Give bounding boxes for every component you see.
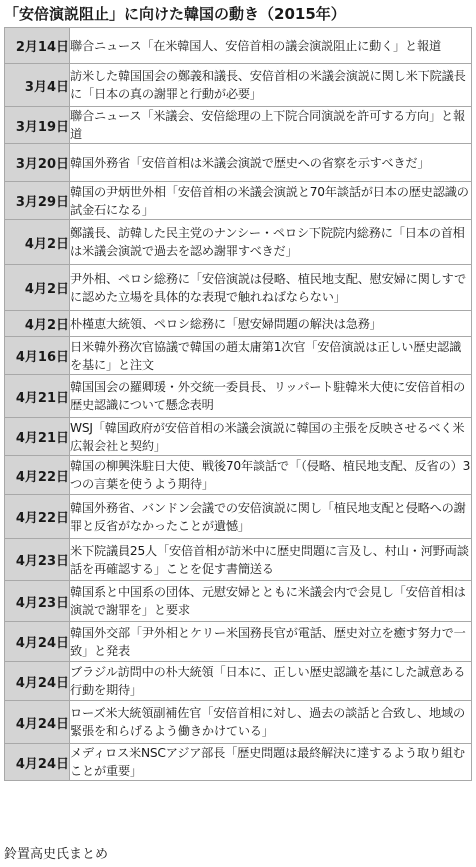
row-event: ローズ米大統領副補佐官「安倍首相に対し、過去の談話と合致し、地域の緊張を和らげるよう働きかけている」 <box>70 701 472 744</box>
row-date: 4月21日 <box>5 375 70 418</box>
row-date: 4月21日 <box>5 418 70 456</box>
row-date: 3月4日 <box>5 64 70 107</box>
row-date: 4月24日 <box>5 744 70 781</box>
timeline-row <box>5 581 472 622</box>
row-event: 日米韓外務次官協議で韓国の趙太庸第1次官「安倍演説は正しい歴史認識を基に」と注文 <box>70 337 472 375</box>
row-date: 4月24日 <box>5 622 70 662</box>
row-event: WSJ「韓国政府が安倍首相の米議会演説に韓国の主張を反映させるべく米広報会社と契約」 <box>70 418 472 456</box>
timeline-row <box>5 375 472 418</box>
timeline-row <box>5 64 472 107</box>
row-event: 米下院議員25人「安倍首相が訪米中に歴史問題に言及し、村山・河野両談話を再確認する」ことを促す書簡送る <box>70 539 472 581</box>
row-event: メディロス米NSCアジア部長「歴史問題は最終解決に達するよう取り組むことが重要」 <box>70 744 472 781</box>
row-date: 4月24日 <box>5 701 70 744</box>
row-date: 4月16日 <box>5 337 70 375</box>
row-event: 聯合ニュース「在米韓国人、安倍首相の議会演説阻止に動く」と報道 <box>70 28 472 64</box>
timeline-row <box>5 107 472 144</box>
table-title: 「安倍演説阻止」に向けた韓国の動き（2015年） <box>4 5 346 23</box>
row-date: 4月22日 <box>5 495 70 539</box>
row-date: 4月2日 <box>5 265 70 311</box>
row-event: 韓国の尹炳世外相「安倍首相の米議会演説と70年談話が日本の歴史認識の試金石になる」 <box>70 182 472 220</box>
timeline-row <box>5 662 472 701</box>
timeline-table <box>4 27 472 781</box>
timeline-row <box>5 539 472 581</box>
row-date: 3月19日 <box>5 107 70 144</box>
timeline-row <box>5 744 472 781</box>
row-event: 尹外相、ペロシ総務に「安倍演説は侵略、植民地支配、慰安婦に関しすでに認めた立場を具体的な表現で触れねばならない」 <box>70 265 472 311</box>
row-date: 4月22日 <box>5 456 70 495</box>
row-date: 4月24日 <box>5 662 70 701</box>
timeline-row <box>5 622 472 662</box>
timeline-row <box>5 28 472 64</box>
row-event: 韓国国会の羅卿瑗・外交統一委員長、リッパート駐韓米大使に安倍首相の歴史認識について懸念表明 <box>70 375 472 418</box>
row-event: 訪米した韓国国会の鄭義和議長、安倍首相の米議会演説に関し米下院議長に「日本の真の謝罪と行動が必要」 <box>70 64 472 107</box>
timeline-row <box>5 182 472 220</box>
row-date: 2月14日 <box>5 28 70 64</box>
row-event: 朴槿恵大統領、ペロシ総務に「慰安婦問題の解決は急務」 <box>70 311 472 337</box>
row-event: 韓国の柳興洙駐日大使、戦後70年談話で「（侵略、植民地支配、反省の）3つの言葉を使うよう期待」 <box>70 456 472 495</box>
row-event: 聯合ニュース「米議会、安倍総理の上下院合同演説を許可する方向」と報道 <box>70 107 472 144</box>
timeline-row <box>5 418 472 456</box>
timeline-row <box>5 220 472 265</box>
row-date: 4月2日 <box>5 311 70 337</box>
timeline-row <box>5 265 472 311</box>
row-event: 韓国外務省「安倍首相は米議会演説で歴史への省察を示すべきだ」 <box>70 144 472 182</box>
timeline-row <box>5 456 472 495</box>
row-event: 韓国外交部「尹外相とケリー米国務長官が電話、歴史対立を癒す努力で一致」と発表 <box>70 622 472 662</box>
row-event: ブラジル訪問中の朴大統領「日本に、正しい歴史認識を基にした誠意ある行動を期待」 <box>70 662 472 701</box>
row-event: 韓国系と中国系の団体、元慰安婦とともに米議会内で会見し「安倍首相は演説で謝罪を」と要求 <box>70 581 472 622</box>
row-date: 3月20日 <box>5 144 70 182</box>
timeline-row <box>5 701 472 744</box>
footer-credit: 鈴置高史氏まとめ <box>4 847 109 862</box>
timeline-row <box>5 144 472 182</box>
row-date: 4月23日 <box>5 539 70 581</box>
timeline-row <box>5 495 472 539</box>
row-date: 4月2日 <box>5 220 70 265</box>
timeline-row <box>5 311 472 337</box>
row-date: 3月29日 <box>5 182 70 220</box>
row-event: 韓国外務省、バンドン会議での安倍演説に関し「植民地支配と侵略への謝罪と反省がなかったことが遺憾」 <box>70 495 472 539</box>
row-event: 鄭議長、訪韓した民主党のナンシー・ペロシ下院院内総務に「日本の首相は米議会演説で過去を認め謝罪すべきだ」 <box>70 220 472 265</box>
row-date: 4月23日 <box>5 581 70 622</box>
timeline-row <box>5 337 472 375</box>
